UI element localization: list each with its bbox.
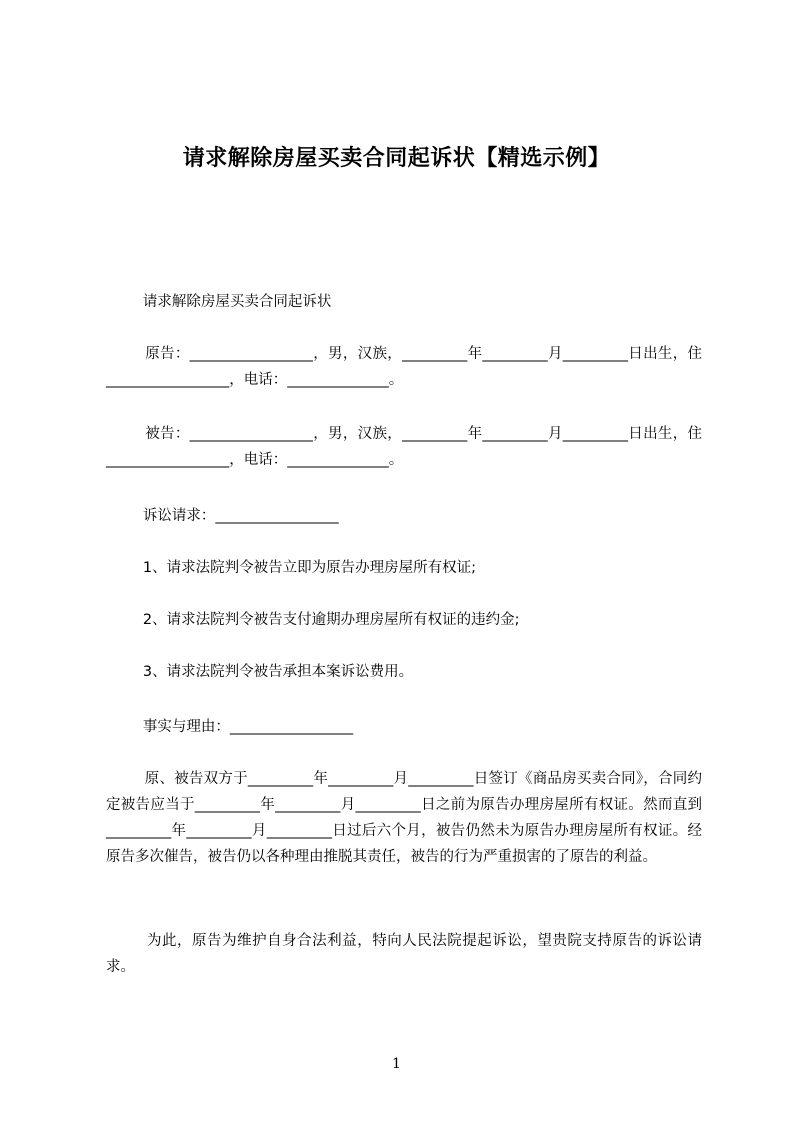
subtitle-paragraph: 请求解除房屋买卖合同起诉状	[106, 294, 332, 310]
defendant-paragraph: 被告：_________________，男，汉族，_________年_________月_________日出生，住_________________，电话：______________。	[106, 426, 702, 468]
plaintiff-paragraph: 原告：_________________，男，汉族，_________年_________月_________日出生，住_________________，电话：______________。	[106, 346, 702, 388]
document-title: 请求解除房屋买卖合同起诉状【精选示例】	[182, 146, 611, 171]
claim-item-3: 3、请求法院判令被告承担本案诉讼费用。	[106, 664, 414, 680]
page-number: 1	[392, 1056, 401, 1072]
claims-heading: 诉讼请求：_________________	[106, 508, 339, 524]
claim-item-2: 2、请求法院判令被告支付逾期办理房屋所有权证的违约金;	[106, 612, 520, 628]
conclusion-paragraph: 为此，原告为维护自身合法利益，特向人民法院提起诉讼，望贵院支持原告的诉讼请求。	[106, 933, 703, 975]
facts-heading: 事实与理由：_________________	[106, 719, 354, 735]
claim-item-1: 1、请求法院判令被告立即为原告办理房屋所有权证;	[106, 560, 476, 576]
facts-paragraph: 原、被告双方于_________年_________月_________日签订《商品房买卖合同》，合同约定被告应当于_________年_________月_________日之前为原告办理房屋所有权证。然而直到_________年_________月_________日过后六个月，被告仍然未为原告办理房屋所有权证。经原告多次催告，被告仍以各种理由推脱其责任，被告的行为严重损害的了原告的利益。	[106, 771, 702, 865]
